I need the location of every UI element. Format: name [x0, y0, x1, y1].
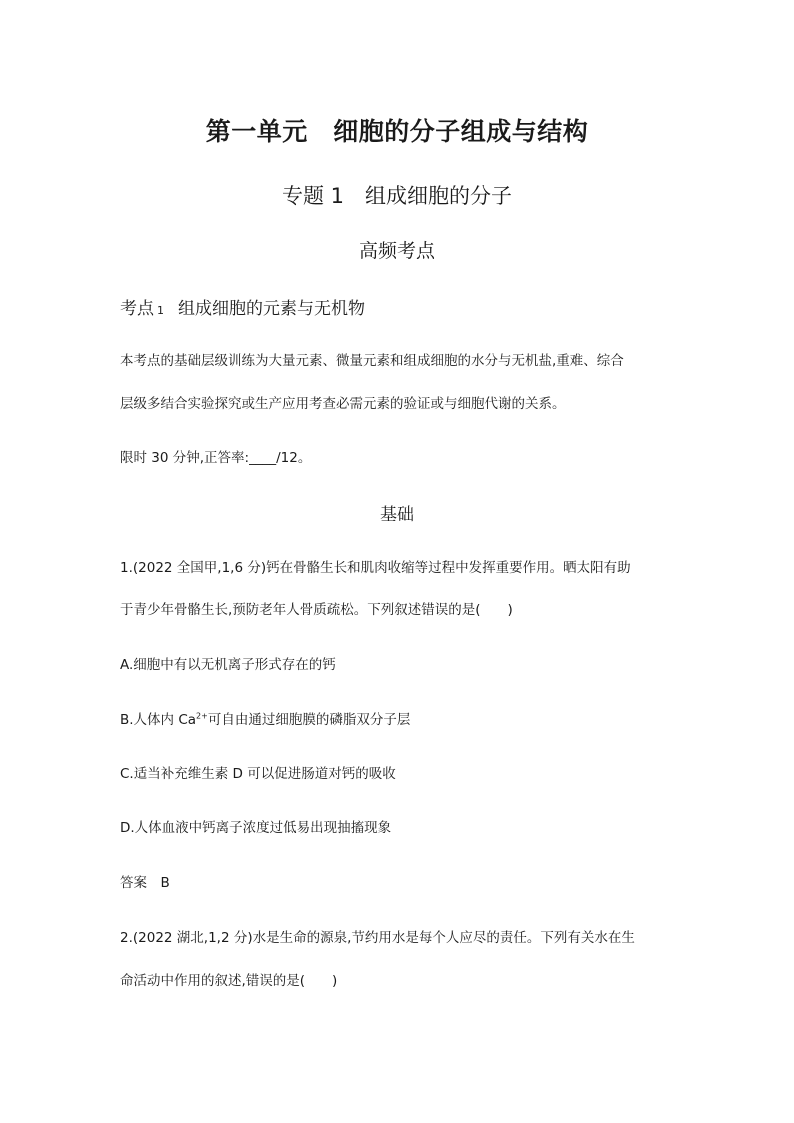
- question-1-option-c: C.适当补充维生素 D 可以促进肠道对钙的吸收: [120, 766, 396, 782]
- question-1-answer: 答案 B: [120, 875, 170, 891]
- exam-point-heading: [120, 294, 365, 319]
- option-b-superscript: 2+: [196, 711, 208, 721]
- question-2-line-1: 2.(2022 湖北,1,2 分)水是生命的源泉,节约用水是每个人应尽的责任。下列有关水在生: [120, 930, 635, 946]
- exam-point-number: 1: [157, 304, 164, 317]
- intro-line-1: 本考点的基础层级训练为大量元素、微量元素和组成细胞的水分与无机盐,重难、综合: [120, 353, 624, 369]
- option-b-text-pre: B.人体内 Ca: [120, 712, 197, 728]
- unit-title: 第一单元 细胞的分子组成与结构: [205, 117, 589, 146]
- topic-title: 专题 1 组成细胞的分子: [281, 184, 513, 208]
- subheading-basic: 基础: [380, 505, 414, 525]
- question-1-option-a: A.细胞中有以无机离子形式存在的钙: [120, 657, 336, 673]
- section-heading: 高频考点: [358, 240, 435, 262]
- question-1-option-b: [120, 708, 680, 728]
- time-limit: 限时 30 分钟,正答率:____/12。: [120, 450, 312, 466]
- question-2-line-2: 命活动中作用的叙述,错误的是( ): [120, 973, 338, 989]
- exam-point-label: 考点: [120, 299, 154, 319]
- option-b-text-post: 可自由通过细胞膜的磷脂双分子层: [207, 712, 411, 728]
- question-1-line-2: 于青少年骨骼生长,预防老年人骨质疏松。下列叙述错误的是( ): [120, 602, 513, 618]
- intro-line-2: 层级多结合实验探究或生产应用考查必需元素的验证或与细胞代谢的关系。: [120, 396, 566, 412]
- exam-point-title: 组成细胞的元素与无机物: [178, 299, 365, 319]
- question-1-line-1: 1.(2022 全国甲,1,6 分)钙在骨骼生长和肌肉收缩等过程中发挥重要作用。晒太阳有助: [120, 560, 631, 576]
- question-1-option-d: D.人体血液中钙离子浓度过低易出现抽搐现象: [120, 820, 392, 836]
